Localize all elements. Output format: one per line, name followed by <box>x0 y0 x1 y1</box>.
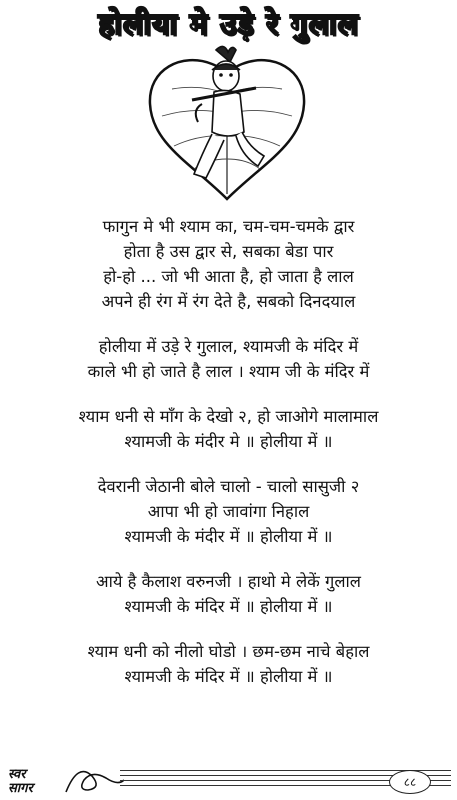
lyrics-body <box>0 214 457 709</box>
page-footer <box>0 754 457 800</box>
lyric-line: फागुन मे भी श्याम का, चम-चम-चमके द्वार <box>102 217 355 236</box>
stanza-2 <box>0 334 457 384</box>
lyric-line: होलीया में उड़े रे गुलाल, श्यामजी के मंदिर में <box>98 337 359 356</box>
brand-line-2: सागर <box>8 781 33 796</box>
lyric-line: श्यामजी के मंदिर में ॥ होलीया में ॥ <box>124 597 333 616</box>
lyric-line: काले भी हो जाते है लाल । श्याम जी के मंदिर में <box>87 362 370 381</box>
stanza-5 <box>0 569 457 619</box>
lyric-line: आये है कैलाश वरुनजी । हाथो मे लेकें गुलाल <box>96 572 361 591</box>
stanza-4 <box>0 474 457 549</box>
lyric-line: श्याम धनी को नीलो घोडो । छम-छम नाचे बेहाल <box>87 642 370 661</box>
lyric-line: देवरानी जेठानी बोले चालो - चालो सासुजी २ <box>97 477 360 496</box>
lyric-line: हो-हो ... जो भी आता है, हो जाता है लाल <box>103 267 354 286</box>
brand-line-1: स्वर <box>8 767 26 782</box>
treble-clef-swirl-icon <box>58 758 128 798</box>
page-number: ८८ <box>389 770 431 794</box>
lyric-line: श्याम धनी से माँग के देखो २, हो जाओगे मालामाल <box>78 407 379 426</box>
lyric-line: आपा भी हो जावांगा निहाल <box>147 502 310 521</box>
stanza-1 <box>0 214 457 314</box>
krishna-leaf-illustration <box>132 44 322 204</box>
lyric-line: श्यामजी के मंदीर मे ॥ होलीया में ॥ <box>124 432 333 451</box>
lyric-line: श्यामजी के मंदिर में ॥ होलीया में ॥ <box>124 667 333 686</box>
lyric-line: श्यामजी के मंदीर में ॥ होलीया में ॥ <box>124 527 333 546</box>
stanza-6 <box>0 639 457 689</box>
lyric-line: अपने ही रंग में रंग देते है, सबको दिनदयाल <box>101 292 356 311</box>
stanza-3 <box>0 404 457 454</box>
lyric-line: होता है उस द्वार से, सबका बेडा पार <box>123 242 334 261</box>
page-title: होलीया मे उड़े रे गुलाल <box>98 7 359 42</box>
